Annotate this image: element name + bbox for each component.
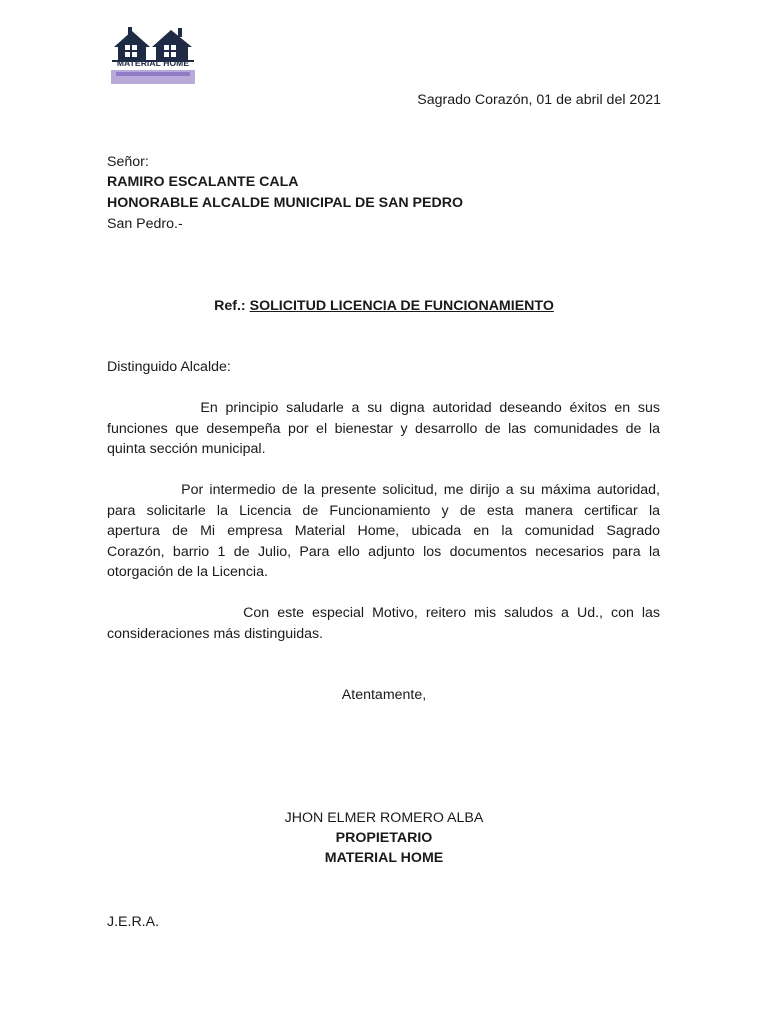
paragraph-1 xyxy=(107,398,660,460)
paragraph-3 xyxy=(107,603,660,644)
reference-subject: SOLICITUD LICENCIA DE FUNCIONAMIENTO xyxy=(249,298,554,314)
recipient-name: RAMIRO ESCALANTE CALA xyxy=(107,174,299,190)
logo-brand-text: MATERIAL HOME xyxy=(116,58,190,68)
paragraph-line: quinta sección municipal. xyxy=(107,441,266,458)
greeting: Distinguido Alcalde: xyxy=(107,359,231,375)
paragraph-line: En principio saludarle a su digna autoridad deseando éxitos en sus xyxy=(107,400,660,416)
paragraph-line: Con este especial Motivo, reitero mis saludos a Ud., con las xyxy=(107,605,660,621)
paragraph-line: apertura de Mi empresa Material Home, ubicada en la comunidad Sagrado xyxy=(107,523,660,540)
paragraph-line: funciones que desempeña por el bienestar y desarrollo de las comunidades de la xyxy=(107,420,660,437)
paragraph-line: Corazón, barrio 1 de Julio, Para ello adjunto los documentos necesarios para la xyxy=(107,543,660,560)
company-logo xyxy=(108,25,198,87)
paragraph-2 xyxy=(107,480,660,583)
paragraph-line: consideraciones más distinguidas. xyxy=(107,625,324,642)
signer-name: JHON ELMER ROMERO ALBA xyxy=(284,810,484,826)
paragraph-line: otorgación de la Licencia. xyxy=(107,564,268,581)
closing: Atentamente, xyxy=(341,687,427,703)
signer-company: MATERIAL HOME xyxy=(324,850,444,866)
paragraph-line: Por intermedio de la presente solicitud, me dirijo a su máxima autoridad, xyxy=(107,482,660,498)
initials: J.E.R.A. xyxy=(107,914,160,930)
house-logo-icon xyxy=(108,25,198,87)
reference-line xyxy=(0,296,768,316)
paragraph-line: para solicitarle la Licencia de Funcionamiento y de esta manera certificar la xyxy=(107,502,660,519)
place-date: Sagrado Corazón, 01 de abril del 2021 xyxy=(417,92,661,108)
salutation: Señor: xyxy=(107,154,149,170)
recipient-title: HONORABLE ALCALDE MUNICIPAL DE SAN PEDRO xyxy=(107,195,464,211)
recipient-city: San Pedro.- xyxy=(107,216,183,232)
reference-label: Ref.: xyxy=(214,298,246,314)
signer-role: PROPIETARIO xyxy=(335,830,433,846)
